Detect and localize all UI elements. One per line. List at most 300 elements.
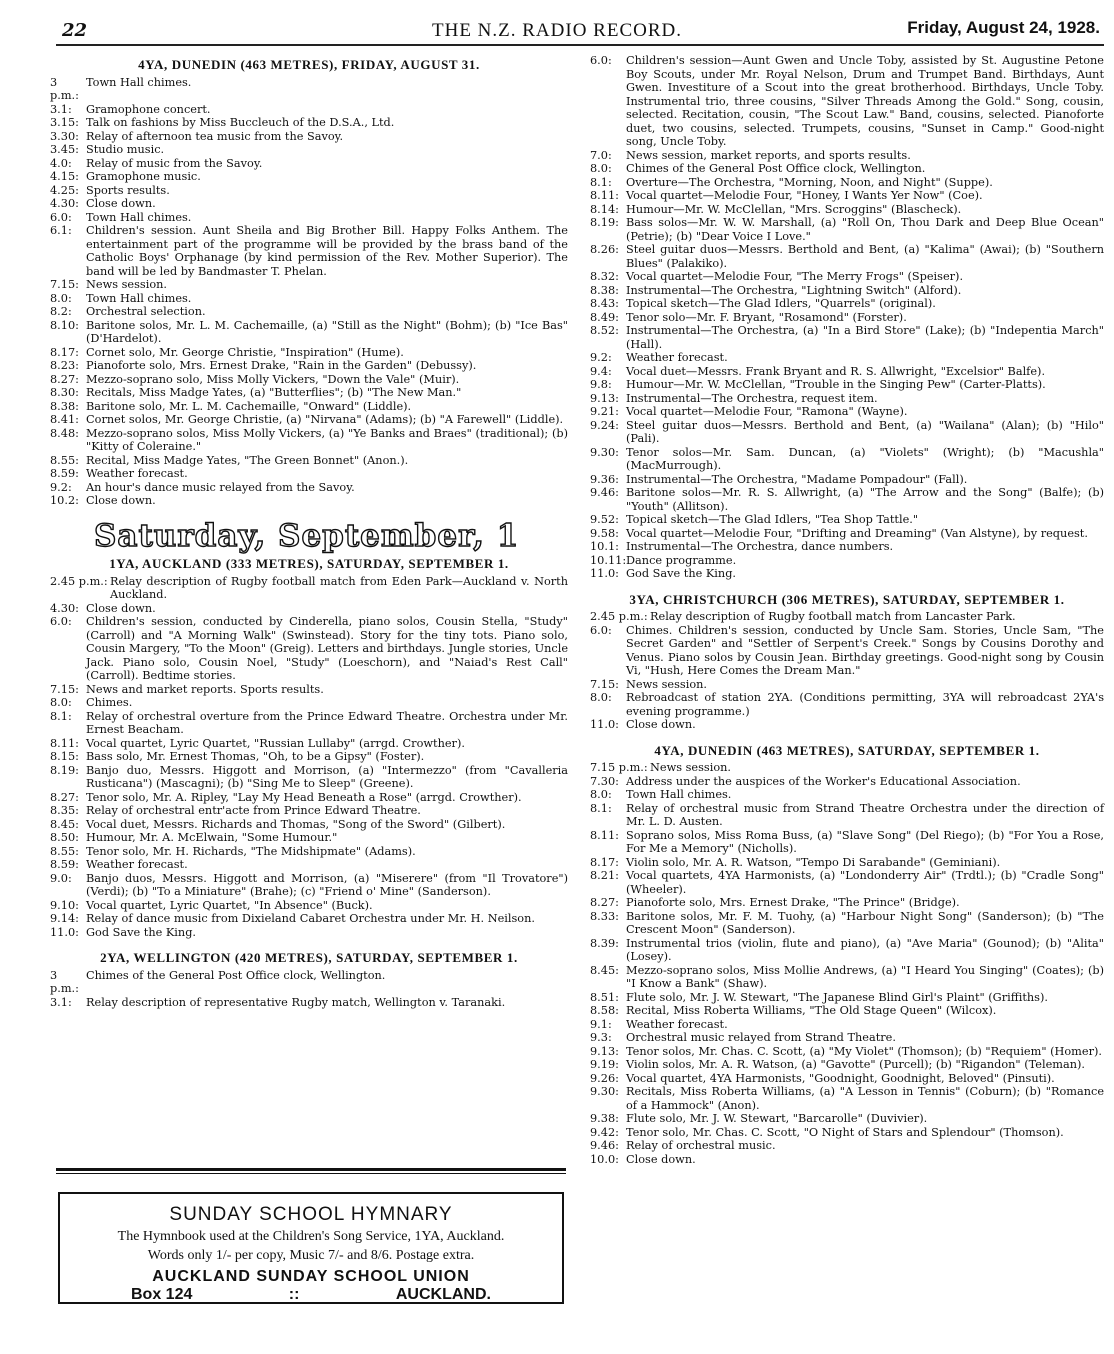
program-item: [50, 818, 568, 832]
program-item: [590, 1045, 1104, 1059]
program-item: [590, 761, 1104, 775]
program-text: Town Hall chimes.: [626, 788, 732, 801]
program-text: Dance programme.: [626, 553, 737, 567]
program-time: 6.0:: [50, 210, 72, 224]
program-text: Children's session, conducted by Cinderella, piano solos, Cousin Stella, "Study" (Carroll) and "A Morning Walk" (Swinstead). Story for the tiny tots. Piano solo, Cousin Margery, "To the Moon" (Greig). Letters and birthdays. Jungle stories, Uncle Jack. Piano solo, Cousin Noel, "Study" (Loeschorn), and "Naiad's Rest Call" (Carroll). Bedtime stories.: [86, 615, 569, 682]
program-item: [50, 575, 568, 602]
program-time: 8.0:: [590, 691, 612, 704]
program-text: Vocal duet, Messrs. Richards and Thomas, "Song of the Sword" (Gilbert).: [86, 817, 506, 831]
program-text: Bass solos—Mr. W. W. Marshall, (a) "Roll On, Thou Dark and Deep Blue Ocean" (Petrie); (b) "Dear Voice I Love.": [626, 216, 1104, 243]
program-time: 8.27:: [50, 372, 79, 386]
program-time: 8.52:: [590, 324, 619, 337]
advert-box: Box 124: [131, 1286, 193, 1303]
program-text: Chimes.: [86, 696, 133, 709]
program-text: Orchestral music relayed from Strand Theatre.: [626, 1031, 896, 1044]
program-time: 8.59:: [50, 858, 79, 871]
program-item: [50, 912, 568, 926]
program-time: 8.51:: [590, 990, 619, 1004]
program-time: 9.13:: [590, 1044, 619, 1058]
program-item: [50, 427, 568, 454]
program-time: 9.46:: [590, 486, 619, 499]
program-time: 7.15:: [50, 682, 79, 696]
program-item: [50, 454, 568, 468]
program-time: 8.2:: [50, 305, 72, 318]
program-time: 4.15:: [50, 170, 79, 183]
advert-separator: ::: [288, 1286, 300, 1303]
program-time: 9.8:: [590, 378, 612, 391]
program-text: Topical sketch—The Glad Idlers, "Tea Shop Tattle.": [626, 513, 919, 526]
program-item: [590, 910, 1104, 937]
program-text: Relay of orchestral music.: [626, 1139, 776, 1152]
program-item: [590, 1058, 1104, 1072]
program-time: 2.45 p.m.:: [50, 574, 108, 588]
section-heading: 3YA, CHRISTCHURCH (306 METRES), SATURDAY, SEPTEMBER 1.: [629, 591, 1065, 607]
advert-rule: [56, 1168, 566, 1171]
page-header: [0, 0, 1114, 48]
program-item: [590, 624, 1104, 678]
program-item: [50, 764, 568, 791]
advert-rule-thin: [56, 1173, 566, 1174]
program-time: 8.39:: [590, 936, 619, 950]
program-item: [590, 392, 1104, 406]
program-item: [590, 540, 1104, 554]
program-item: [50, 899, 568, 913]
program-text: Tenor solos, Mr. Chas. C. Scott, (a) "My Violet" (Thomson); (b) "Requiem" (Homer).: [626, 1044, 1102, 1058]
program-list: [590, 761, 1104, 1166]
program-item: [590, 896, 1104, 910]
program-text: Cornet solo, Mr. George Christie, "Inspiration" (Hume).: [86, 345, 404, 359]
program-time: 9.52:: [590, 513, 619, 526]
program-item: [50, 130, 568, 144]
program-text: Town Hall chimes.: [86, 210, 192, 224]
program-item: [50, 76, 568, 103]
program-time: 10.0:: [590, 1152, 619, 1166]
program-time: 8.19:: [50, 763, 79, 777]
program-text: Instrumental—The Orchestra, (a) "In a Bird Store" (Lake); (b) "Indepentia March" (Hall).: [626, 324, 1104, 351]
program-time: 7.0:: [590, 148, 612, 162]
program-item: [590, 486, 1104, 513]
program-text: Relay description of representative Rugby match, Wellington v. Taranaki.: [86, 995, 506, 1009]
program-list: [50, 76, 568, 508]
program-time: 8.45:: [590, 963, 619, 977]
hymnary-advert: [58, 1192, 564, 1304]
program-time: 8.17:: [590, 855, 619, 869]
program-item: [50, 305, 568, 319]
program-time: 8.1:: [590, 801, 612, 815]
program-item: [590, 554, 1104, 568]
program-item: [590, 678, 1104, 692]
program-text: Vocal quartet—Melodie Four, "Drifting and Dreaming" (Van Alstyne), by request.: [626, 526, 1088, 540]
program-text: Address under the auspices of the Worker's Educational Association.: [626, 774, 1021, 788]
program-time: 9.1:: [590, 1017, 612, 1031]
program-time: 8.38:: [590, 283, 619, 297]
program-item: [50, 224, 568, 278]
program-time: 8.27:: [50, 790, 79, 804]
program-time: 9.14:: [50, 912, 79, 925]
program-text: Flute solo, Mr. J. W. Stewart, "The Japanese Blind Girl's Plaint" (Griffiths).: [626, 990, 1048, 1004]
program-time: 8.11:: [50, 736, 79, 750]
program-item: [590, 567, 1104, 581]
program-time: 8.49:: [590, 310, 619, 324]
program-time: 8.10:: [50, 318, 79, 332]
program-time: 7.15:: [590, 677, 619, 691]
program-item: [50, 467, 568, 481]
program-item: [50, 386, 568, 400]
program-text: Chimes of the General Post Office clock, Wellington.: [626, 162, 926, 175]
program-time: 9.3:: [590, 1031, 612, 1044]
program-time: 8.45:: [50, 817, 79, 831]
program-item: [590, 176, 1104, 190]
section-heading: 2YA, WELLINGTON (420 METRES), SATURDAY, SEPTEMBER 1.: [100, 950, 518, 965]
program-text: Mezzo-soprano solo, Miss Molly Vickers, "Down the Vale" (Muir).: [86, 372, 460, 386]
program-time: 4.30:: [50, 601, 79, 615]
program-time: 6.0:: [50, 615, 72, 628]
program-text: Gramophone music.: [86, 170, 201, 183]
program-text: Weather forecast.: [626, 351, 728, 364]
advert-title: SUNDAY SCHOOL HYMNARY: [169, 1204, 453, 1225]
program-time: 9.4:: [590, 364, 612, 378]
program-item: [50, 737, 568, 751]
program-text: Weather forecast.: [86, 467, 188, 480]
program-item: [50, 359, 568, 373]
program-text: God Save the King.: [626, 567, 737, 580]
program-text: News session.: [650, 761, 731, 774]
program-text: Vocal quartet, Lyric Quartet, "In Absence" (Buck).: [86, 898, 373, 912]
program-time: 8.0:: [590, 162, 612, 175]
program-item: [50, 750, 568, 764]
program-text: Vocal quartet—Melodie Four, "Ramona" (Wayne).: [626, 405, 908, 418]
program-item: [590, 162, 1104, 176]
program-time: 9.30:: [590, 445, 619, 459]
program-item: [590, 297, 1104, 311]
program-time: 8.1:: [590, 175, 612, 189]
program-list: [590, 54, 1104, 581]
program-item: [590, 1072, 1104, 1086]
section-heading: 1YA, AUCKLAND (333 METRES), SATURDAY, SEPTEMBER 1.: [109, 556, 509, 571]
program-item: [590, 270, 1104, 284]
program-text: God Save the King.: [86, 925, 197, 939]
program-item: [50, 791, 568, 805]
program-item: [50, 157, 568, 171]
program-text: Tenor solo, Mr. A. Ripley, "Lay My Head Beneath a Rose" (arrgd. Crowther).: [86, 790, 522, 804]
program-item: [590, 718, 1104, 732]
left-column: [50, 52, 568, 1009]
advert-line: The Hymnbook used at the Children's Song Service, 1YA, Auckland.: [117, 1229, 505, 1244]
program-text: Vocal quartets, 4YA Harmonists, (a) "Londonderry Air" (Trdtl.); (b) "Cradle Song" (Wheeler).: [626, 869, 1104, 896]
program-text: Banjo duo, Messrs. Higgott and Morrison, (a) "Intermezzo" (from "Cavalleria Rusticana") (Mascagni); (b) "Sing Me to Sleep" (Greene).: [86, 763, 568, 790]
program-text: Town Hall chimes.: [86, 291, 192, 305]
program-time: 6.0:: [590, 54, 612, 67]
program-item: [50, 400, 568, 414]
program-text: News and market reports. Sports results.: [86, 682, 324, 696]
program-time: 11.0:: [590, 718, 619, 731]
advert-organisation: AUCKLAND SUNDAY SCHOOL UNION: [152, 1268, 470, 1285]
program-text: News session, market reports, and sports results.: [626, 148, 911, 162]
program-time: 8.11:: [590, 189, 619, 202]
program-text: Studio music.: [86, 143, 165, 156]
program-time: 8.38:: [50, 399, 79, 413]
program-item: [590, 149, 1104, 163]
program-item: [50, 696, 568, 710]
program-text: Weather forecast.: [86, 858, 188, 871]
program-text: Chimes of the General Post Office clock, Wellington.: [86, 968, 386, 982]
program-text: News session.: [626, 677, 707, 691]
program-item: [590, 691, 1104, 718]
program-time: 8.23:: [50, 359, 79, 372]
program-time: 8.0:: [50, 696, 72, 709]
program-item: [590, 419, 1104, 446]
program-item: [50, 346, 568, 360]
program-time: 9.24:: [590, 418, 619, 432]
program-item: [50, 996, 568, 1010]
program-text: Relay description of Rugby football match from Eden Park—Auckland v. North Auckland.: [110, 574, 568, 601]
program-text: Vocal duet—Messrs. Frank Bryant and R. S. Allwright, "Excelsior" Balfe).: [626, 364, 1046, 378]
program-item: [50, 710, 568, 737]
program-time: 3 p.m.:: [50, 75, 79, 102]
program-item: [590, 802, 1104, 829]
program-item: [50, 926, 568, 940]
program-time: 9.30:: [590, 1085, 619, 1098]
program-time: 10.2:: [50, 494, 79, 507]
program-text: Relay of orchestral entr'acte from Prince Edward Theatre.: [86, 804, 421, 817]
program-time: 8.55:: [50, 844, 79, 858]
program-item: [590, 54, 1104, 149]
program-item: [590, 243, 1104, 270]
program-text: Humour—Mr. W. McClellan, "Mrs. Scroggins" (Blascheck).: [626, 202, 962, 216]
publication-title: THE N.Z. RADIO RECORD.: [432, 20, 682, 41]
program-item: [590, 1018, 1104, 1032]
program-text: Violin solo, Mr. A. R. Watson, "Tempo Di Sarabande" (Geminiani).: [626, 855, 1001, 869]
program-text: Instrumental—The Orchestra, request item.: [626, 391, 878, 405]
program-text: Vocal quartet, 4YA Harmonists, "Goodnight, Goodnight, Beloved" (Pinsuti).: [626, 1071, 1055, 1085]
program-time: 2.45 p.m.:: [590, 610, 648, 623]
program-text: Flute solo, Mr. J. W. Stewart, "Barcarolle" (Duvivier).: [626, 1112, 928, 1125]
program-item: [50, 292, 568, 306]
program-list: [50, 575, 568, 940]
program-text: Relay of music from the Savoy.: [86, 156, 263, 170]
program-item: [50, 211, 568, 225]
program-list: [50, 969, 568, 1010]
program-text: Instrumental—The Orchestra, "Madame Pompadour" (Fall).: [626, 472, 968, 486]
program-item: [590, 856, 1104, 870]
program-text: Close down.: [86, 197, 156, 210]
program-time: 9.26:: [590, 1071, 619, 1085]
program-item: [50, 615, 568, 683]
program-time: 8.21:: [590, 869, 619, 882]
program-text: Instrumental trios (violin, flute and piano), (a) "Ave Maria" (Gounod); (b) "Alita" (Losey).: [626, 936, 1104, 963]
program-time: 6.1:: [50, 224, 72, 237]
program-text: Steel guitar duos—Messrs. Berthold and Bent, (a) "Wailana" (Alan); (b) "Hilo" (Pali).: [626, 418, 1104, 445]
program-list: [590, 610, 1104, 732]
program-text: Recital, Miss Madge Yates, "The Green Bonnet" (Anon.).: [86, 453, 409, 467]
program-text: Mezzo-soprano solos, Miss Mollie Andrews, (a) "I Heard You Singing" (Coates); (b) "I Know a Bank" (Shaw).: [626, 963, 1104, 990]
program-item: [50, 602, 568, 616]
program-item: [590, 513, 1104, 527]
program-time: 8.1:: [50, 709, 72, 723]
day-heading: Saturday, September, 1: [94, 517, 520, 554]
program-time: 9.2:: [50, 480, 72, 494]
program-item: [590, 378, 1104, 392]
program-text: Baritone solos, Mr. L. M. Cachemaille, (a) "Still as the Night" (Bohm); (b) "Ice Bas" (D'Hardelot).: [86, 318, 568, 345]
program-text: Orchestral selection.: [86, 305, 206, 318]
program-item: [50, 831, 568, 845]
program-text: Pianoforte solo, Mrs. Ernest Drake, "The Prince" (Bridge).: [626, 896, 960, 909]
program-time: 8.55:: [50, 453, 79, 467]
program-item: [50, 494, 568, 508]
program-text: News session.: [86, 278, 167, 291]
program-item: [50, 197, 568, 211]
program-time: 3.30:: [50, 129, 79, 143]
program-time: 9.36:: [590, 472, 619, 486]
program-text: Gramophone concert.: [86, 102, 211, 116]
program-time: 11.0:: [50, 925, 79, 939]
program-item: [590, 1031, 1104, 1045]
program-item: [50, 184, 568, 198]
program-time: 8.35:: [50, 804, 79, 817]
program-time: 9.2:: [590, 351, 612, 364]
program-item: [50, 969, 568, 996]
program-time: 10.1:: [590, 540, 619, 553]
program-item: [50, 143, 568, 157]
program-time: 9.10:: [50, 898, 79, 912]
program-text: Vocal quartet—Melodie Four, "Honey, I Wants Yer Now" (Coe).: [626, 189, 983, 202]
advert-address: [131, 1286, 491, 1304]
program-time: 9.21:: [590, 405, 619, 418]
program-time: 3.1:: [50, 995, 72, 1009]
program-time: 8.19:: [590, 216, 619, 229]
program-item: [590, 284, 1104, 298]
program-text: Steel guitar duos—Messrs. Berthold and Bent, (a) "Kalima" (Awai); (b) "Southern Blues" (Palakiko).: [626, 243, 1104, 270]
program-time: 8.15:: [50, 750, 79, 763]
program-item: [590, 788, 1104, 802]
program-text: Instrumental—The Orchestra, "Lightning Switch" (Alford).: [626, 283, 962, 297]
program-item: [590, 405, 1104, 419]
program-time: 8.0:: [590, 788, 612, 801]
program-text: Vocal quartet—Melodie Four, "The Merry Frogs" (Speiser).: [626, 270, 964, 283]
program-time: 3.1:: [50, 102, 72, 116]
program-time: 8.32:: [590, 270, 619, 283]
program-time: 8.0:: [50, 291, 72, 305]
section-heading: 4YA, DUNEDIN (463 METRES), SATURDAY, SEPTEMBER 1.: [654, 742, 1040, 758]
program-time: 8.43:: [590, 297, 619, 310]
program-text: Close down.: [86, 494, 156, 507]
program-time: 8.30:: [50, 386, 79, 399]
program-time: 8.26:: [590, 243, 619, 256]
program-item: [590, 937, 1104, 964]
program-text: Close down.: [626, 1152, 696, 1166]
program-item: [50, 278, 568, 292]
program-text: Sports results.: [86, 183, 170, 197]
program-item: [50, 413, 568, 427]
program-text: Baritone solo, Mr. L. M. Cachemaille, "Onward" (Liddle).: [86, 399, 412, 413]
program-time: 3 p.m.:: [50, 968, 79, 995]
program-text: Tenor solos—Mr. Sam. Duncan, (a) "Violets" (Wright); (b) "Macushla" (MacMurrough).: [626, 445, 1104, 472]
program-item: [590, 1153, 1104, 1167]
header-rule: [56, 44, 1104, 46]
program-item: [50, 319, 568, 346]
program-time: 4.30:: [50, 197, 79, 210]
program-text: Baritone solos, Mr. F. M. Tuohy, (a) "Harbour Night Song" (Sanderson); (b) "The Crescent Moon" (Sanderson).: [626, 909, 1104, 936]
program-text: Relay of orchestral overture from the Prince Edward Theatre. Orchestra under Mr. Ernest Beacham.: [86, 709, 568, 736]
program-text: Weather forecast.: [626, 1017, 728, 1031]
program-item: [590, 964, 1104, 991]
program-item: [590, 1126, 1104, 1140]
program-text: Cornet solos, Mr. George Christie, (a) "Nirvana" (Adams); (b) "A Farewell" (Liddle).: [86, 413, 564, 426]
program-time: 8.33:: [590, 909, 619, 923]
program-time: 7.15 p.m.:: [590, 761, 648, 774]
program-text: Topical sketch—The Glad Idlers, "Quarrels" (original).: [626, 297, 936, 310]
program-time: 9.42:: [590, 1125, 619, 1139]
page-number: 22: [62, 20, 88, 41]
program-item: [590, 324, 1104, 351]
program-time: 3.45:: [50, 143, 79, 156]
program-time: 8.59:: [50, 467, 79, 480]
program-text: Humour—Mr. W. McClellan, "Trouble in the Singing Pew" (Carter-Platts).: [626, 378, 1046, 391]
program-item: [50, 804, 568, 818]
program-item: [590, 1004, 1104, 1018]
program-item: [50, 170, 568, 184]
program-text: Close down.: [626, 718, 696, 731]
program-item: [50, 872, 568, 899]
program-time: 4.0:: [50, 156, 72, 170]
program-item: [590, 311, 1104, 325]
program-text: Talk on fashions by Miss Buccleuch of the D.S.A., Ltd.: [86, 116, 395, 129]
program-text: Children's session. Aunt Sheila and Big Brother Bill. Happy Folks Anthem. The entertainment part of the programme will be provided by the brass band of the Catholic Boys' Orphanage (by kind permission of the Rev. Mother Superior). The band will be led by Bandmaster T. Phelan.: [86, 224, 568, 278]
program-item: [590, 775, 1104, 789]
program-time: 9.58:: [590, 526, 619, 540]
program-time: 8.14:: [590, 202, 619, 216]
program-time: 7.30:: [590, 774, 619, 788]
program-text: Vocal quartet, Lyric Quartet, "Russian Lullaby" (arrgd. Crowther).: [86, 736, 465, 750]
program-time: 9.46:: [590, 1139, 619, 1152]
program-item: [590, 189, 1104, 203]
program-time: 9.19:: [590, 1058, 619, 1071]
program-item: [590, 203, 1104, 217]
program-time: 8.11:: [590, 828, 619, 842]
program-text: Soprano solos, Miss Roma Buss, (a) "Slave Song" (Del Riego); (b) "For You a Rose, For Me a Memory" (Nicholls).: [626, 828, 1104, 855]
program-item: [590, 1112, 1104, 1126]
program-text: Baritone solos—Mr. R. S. Allwright, (a) "The Arrow and the Song" (Balfe); (b) "Youth" (Allitson).: [626, 486, 1104, 513]
program-text: Tenor solo, Mr. H. Richards, "The Midshipmate" (Adams).: [86, 844, 416, 858]
program-time: 4.25:: [50, 183, 79, 197]
program-time: 3.15:: [50, 116, 79, 129]
program-text: Instrumental—The Orchestra, dance numbers.: [626, 540, 894, 553]
advert-city: AUCKLAND.: [395, 1286, 491, 1303]
program-text: Overture—The Orchestra, "Morning, Noon, and Night" (Suppe).: [626, 175, 993, 189]
program-text: Relay of orchestral music from Strand Theatre Orchestra under the direction of Mr. L. D. Austen.: [626, 801, 1104, 828]
program-time: 8.17:: [50, 345, 79, 359]
program-item: [590, 610, 1104, 624]
program-text: Humour, Mr. A. McElwain, "Some Humour.": [86, 831, 338, 844]
program-text: Bass solo, Mr. Ernest Thomas, "Oh, to be a Gipsy" (Foster).: [86, 750, 425, 763]
program-text: Tenor solo—Mr. F. Bryant, "Rosamond" (Forster).: [626, 310, 907, 324]
program-text: Chimes. Children's session, conducted by Uncle Sam. Stories, Uncle Sam, "The Secret Garden" and "Settler of Serpent's Creek." Songs by Cousins Dorothy and Venus. Piano solos by Cousin Jean. Birthday greetings. Good-night song by Cousin Vi, "Hush, Here Comes the Dream Man.": [626, 623, 1104, 677]
program-text: Children's session—Aunt Gwen and Uncle Toby, assisted by St. Augustine Petone Boy Scouts, under Mr. Royal Nelson, Drum and Trumpet Band. Birthdays, Aunt Gwen. Investiture of a Scout into the great brotherhood. Birthdays, Uncle Toby. Instrumental trio, three cousins, "Silver Threads Among the Gold." Song, cousin, selected. Recitation, cousin, "The Scout Law." Band, cousins, selected. Pianoforte duet, two cousins, selected. Trumpets, cousins, "Sunset in Camp." Good-night song, Uncle Toby.: [626, 54, 1104, 148]
program-text: Rebroadcast of station 2YA. (Conditions permitting, 3YA will rebroadcast 2YA's evening programme.): [626, 691, 1104, 718]
program-text: Mezzo-soprano solos, Miss Molly Vickers, (a) "Ye Banks and Braes" (traditional); (b) "Kitty of Coleraine.": [86, 426, 568, 453]
program-item: [50, 116, 568, 130]
program-text: Pianoforte solo, Mrs. Ernest Drake, "Rain in the Garden" (Debussy).: [86, 359, 477, 372]
program-time: 7.15:: [50, 278, 79, 291]
program-text: Tenor solo, Mr. Chas. C. Scott, "O Night of Stars and Splendour" (Thomson).: [626, 1125, 1064, 1139]
program-item: [590, 829, 1104, 856]
program-item: [590, 446, 1104, 473]
program-time: 8.50:: [50, 831, 79, 844]
program-item: [50, 103, 568, 117]
program-item: [50, 481, 568, 495]
program-time: 8.48:: [50, 426, 79, 440]
program-text: Close down.: [86, 601, 156, 615]
